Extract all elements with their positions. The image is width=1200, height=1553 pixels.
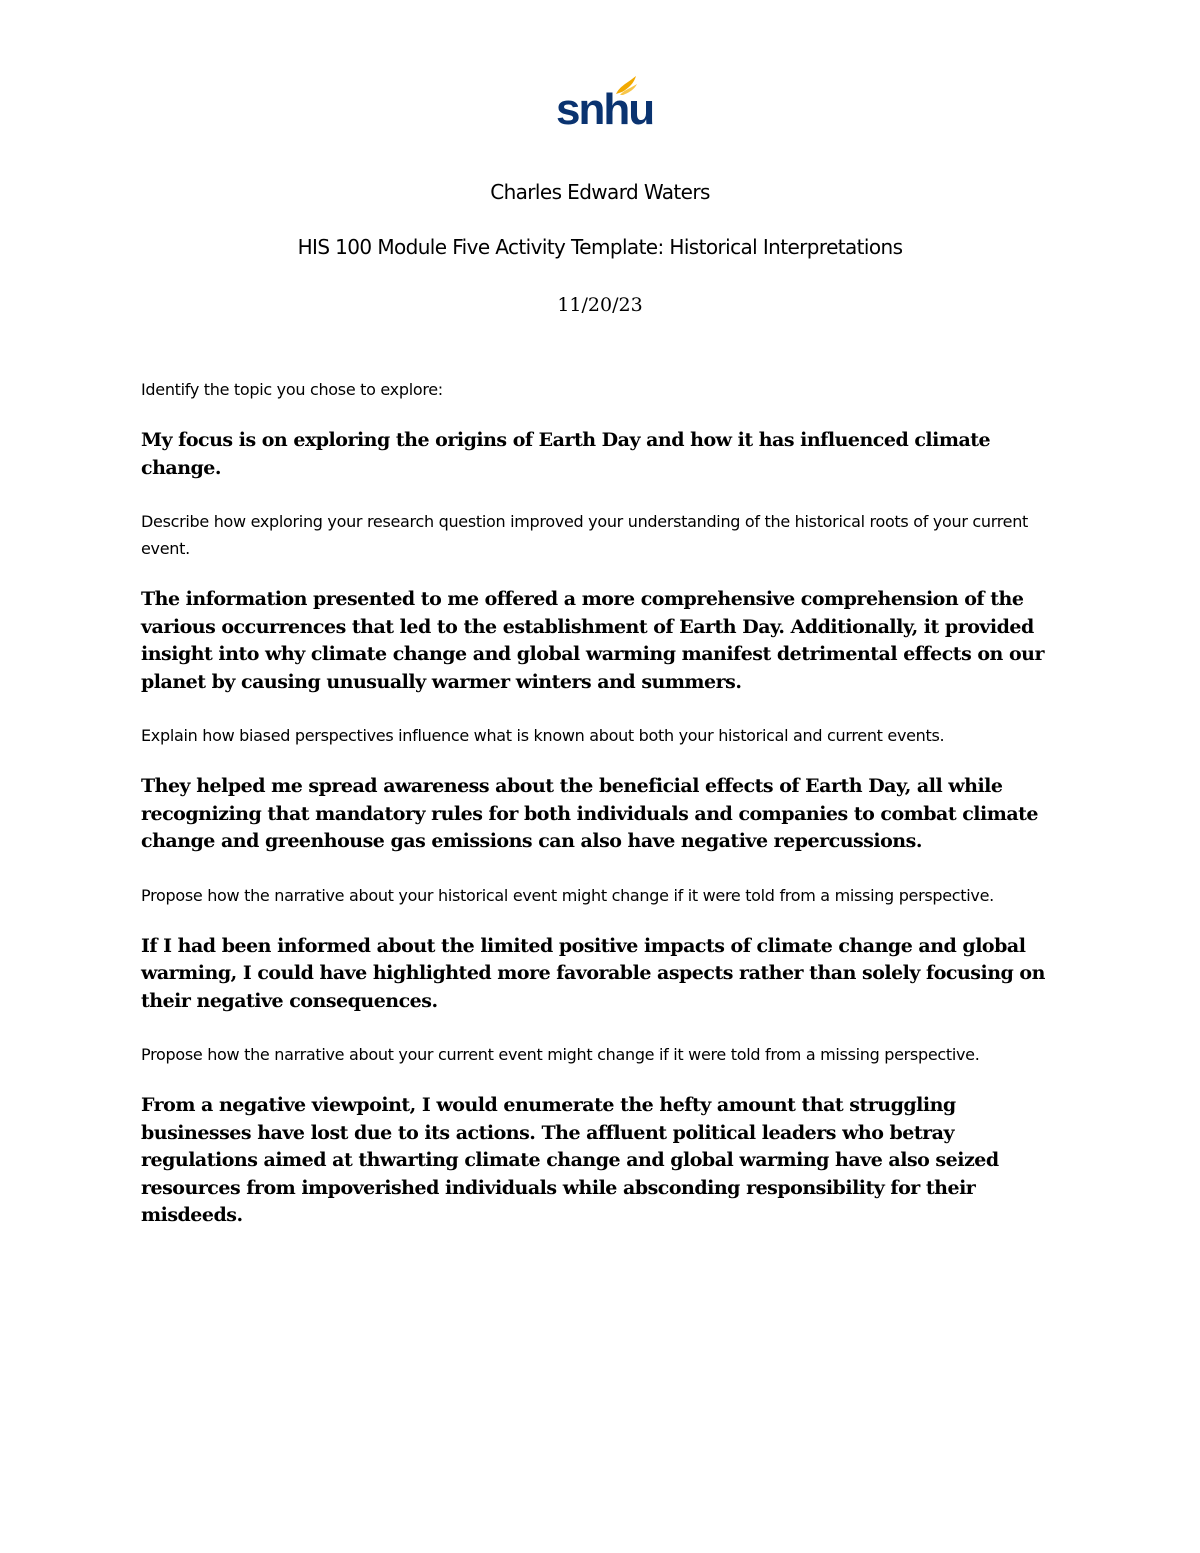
answer-biased-perspectives: They helped me spread awareness about the beneficial effects of Earth Day, all while recognizing that mandatory rules for both individuals and companies to combat climate change and greenhouse gas emissions can also have negative repercussions. — [141, 775, 1038, 852]
answer-current-missing-perspective: From a negative viewpoint, I would enumerate the hefty amount that struggling businesses have lost due to its actions. The affluent political leaders who betray regulations aimed at thwarting climate change and global warming have also seized resources from impoverished individuals while absconding responsibility for their misdeeds. — [141, 1094, 999, 1226]
document-body — [141, 376, 1061, 1230]
snhu-logo — [556, 74, 654, 134]
prompt-research-understanding: Describe how exploring your research question improved your understanding of the historical roots of your current event. — [141, 512, 1029, 558]
answer-topic: My focus is on exploring the origins of Earth Day and how it has influenced climate change. — [141, 429, 991, 479]
prompt-biased-perspectives: Explain how biased perspectives influence what is known about both your historical and current events. — [141, 726, 945, 745]
answer-research-understanding: The information presented to me offered a more comprehensive comprehension of the various occurrences that led to the establishment of Earth Day. Additionally, it provided insight into why climate change and global warming manifest detrimental effects on our planet by causing unusually warmer winters and summers. — [141, 588, 1044, 693]
document-date: 11/20/23 — [557, 294, 643, 316]
course-title: HIS 100 Module Five Activity Template: Historical Interpretations — [297, 235, 903, 259]
prompt-current-missing-perspective: Propose how the narrative about your current event might change if it were told from a missing perspective. — [141, 1045, 980, 1064]
answer-historical-missing-perspective: If I had been informed about the limited positive impacts of climate change and global warming, I could have highlighted more favorable aspects rather than solely focusing on their negative consequences. — [141, 934, 1045, 1012]
logo-wordmark: snhu — [556, 85, 654, 134]
author-name: Charles Edward Waters — [490, 180, 710, 204]
prompt-historical-missing-perspective: Propose how the narrative about your historical event might change if it were told from a missing perspective. — [141, 885, 994, 905]
prompt-topic: Identify the topic you chose to explore: — [141, 380, 443, 399]
